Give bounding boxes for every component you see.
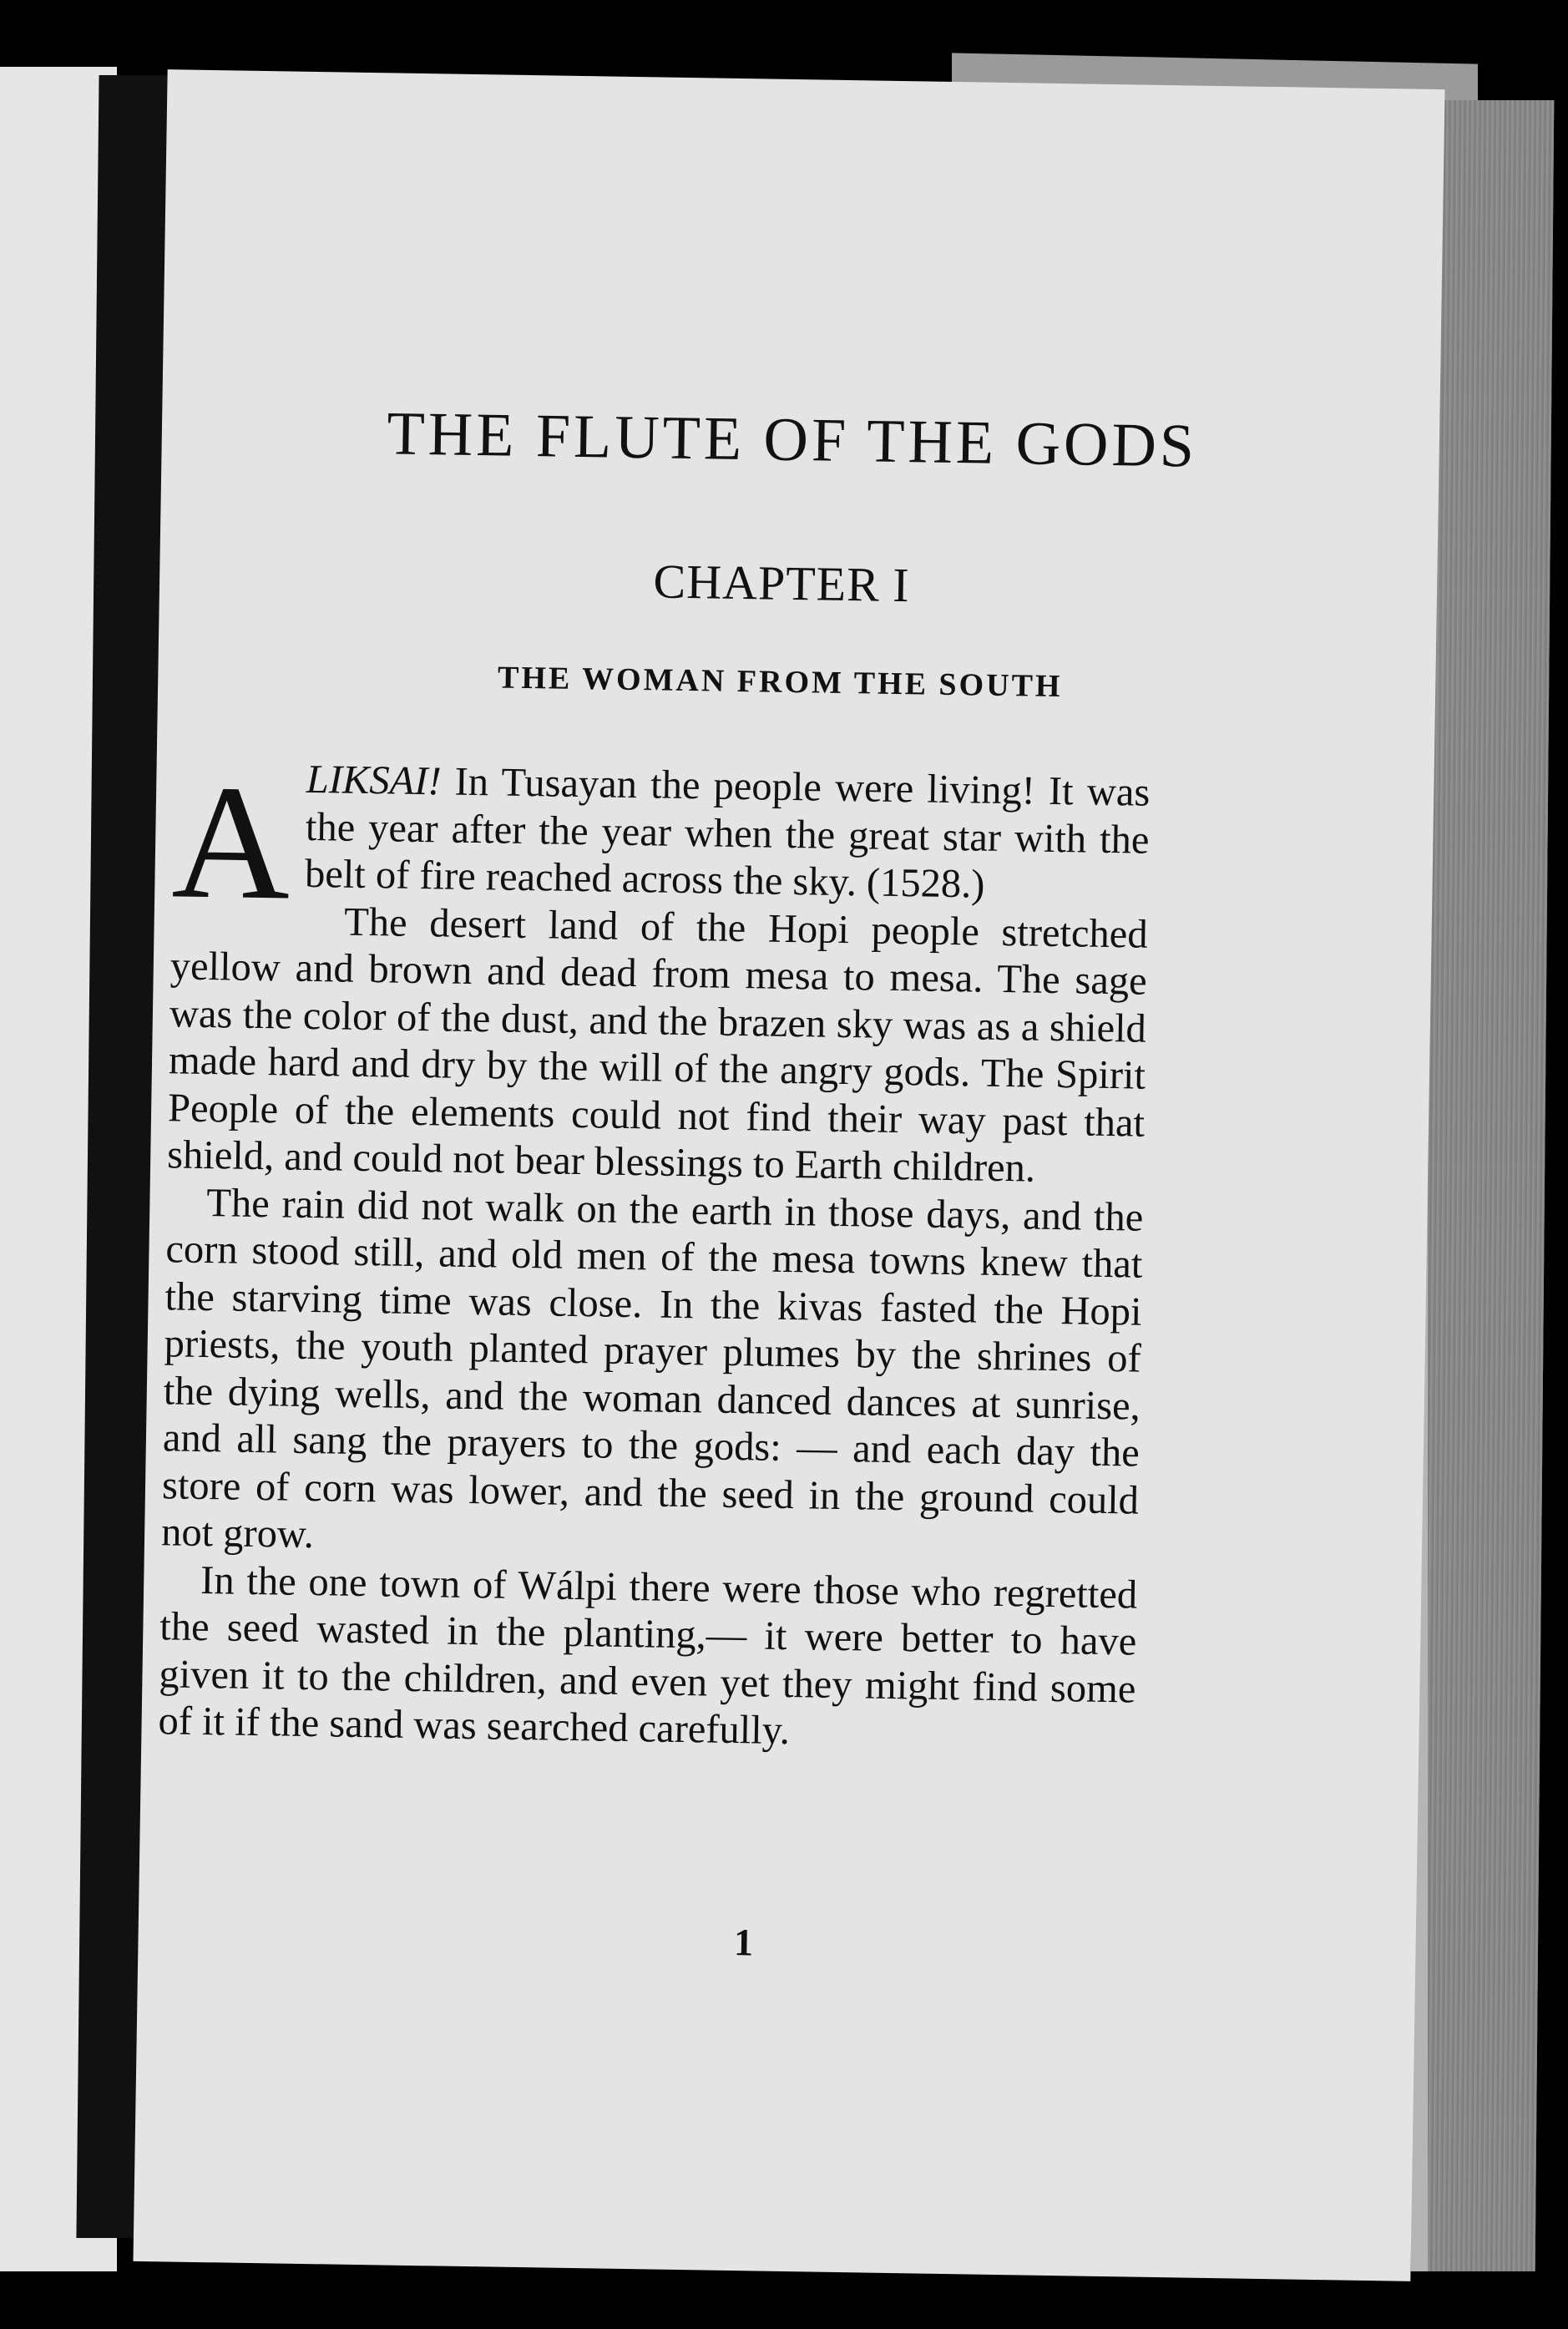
paragraph-text: In Tusayan the people were living! It was the year after the year when the great star with the belt of fire reached across the sky. (1528.) [304,759,1151,907]
book-page [133,69,1444,2281]
paragraph-2: The desert land of the Hopi people stretched yellow and brown and dead from mesa to mesa. The sage was the color of the dust, and the brazen sky was as a shield made hard and dry by the will of the angry gods. The Spirit People of the elements could not find their way past that shield, and could not bear blessings to Earth children. [166,899,1149,1191]
paragraph-3: The rain did not walk on the earth in those days, and the corn stood still, and old men of the mesa towns knew that the starving time was close. In the kivas fasted the Hopi priests, the youth planted prayer plumes by the shrines of the dying wells, and the woman danced dances at sunrise, and all sang the prayers to the gods: — and each day the store of corn was lower, and the seed in the ground could not grow. [160,1180,1144,1557]
chapter-number: CHAPTER I [653,554,911,613]
opening-word: LIKSAI! [306,757,442,804]
paragraph-1 [170,751,1151,934]
drop-cap: A [170,751,292,934]
chapter-title: THE WOMAN FROM THE SOUTH [497,660,1063,705]
chapter-body [158,751,1151,1760]
book-title: THE FLUTE OF THE GODS [386,399,1198,481]
page-number: 1 [733,1921,754,1964]
paragraph-4: In the one town of Wálpi there were those who regretted the seed wasted in the planting,— it were better to have given it to the children, and even yet they might find some of it if the sand was searched carefully. [158,1557,1138,1754]
